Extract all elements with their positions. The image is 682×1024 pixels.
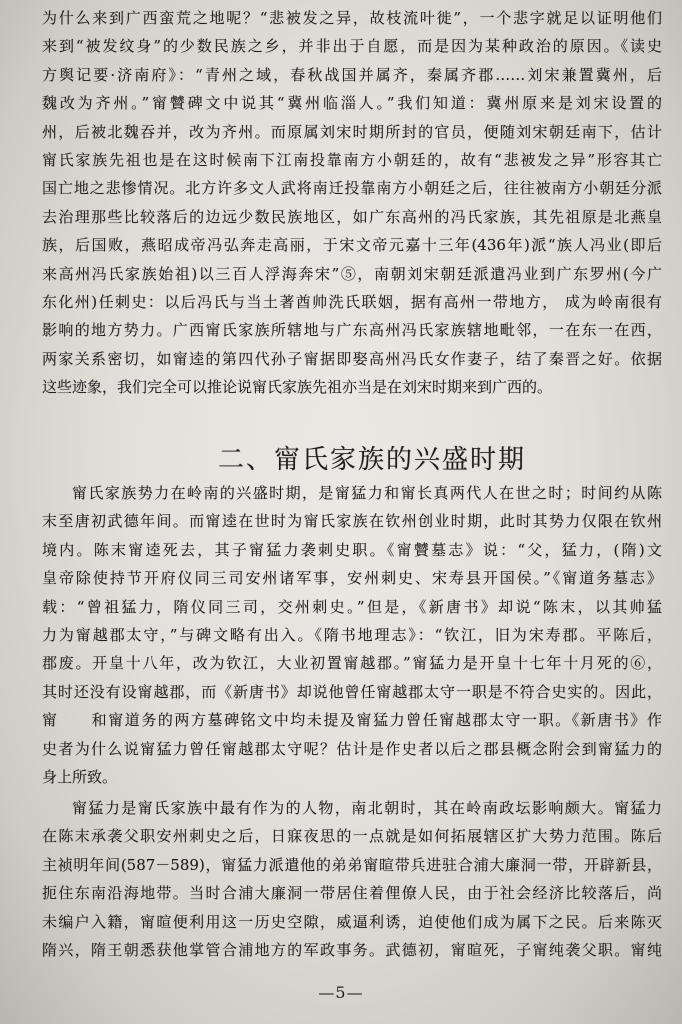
text-line: 境内。陈末甯逵死去，其子甯猛力袭刺史职。《甯贙墓志》说：“父，猛力，(隋)文	[42, 540, 662, 559]
text-line: 其时还没有设甯越郡，而《新唐书》却说他曾任甯越郡太守一职是不符合史实的。因此，	[42, 682, 662, 701]
text-line: 东化州)任刺史：以后冯氏与当土著酋帅洗氏联姻，据有高州一带地方， 成为岭南很有	[42, 292, 662, 311]
text-line: 载：“曾祖猛力，隋仪同三司，交州刺史。”但是，《新唐书》却说“陈末，以其帅猛	[42, 597, 662, 616]
text-line: 力为甯越郡太守，”与碑文略有出入。《隋书地理志》：“钦江，旧为宋寿郡。平陈后，	[42, 625, 662, 644]
text-line: 隋兴，隋王朝悉获他掌管合浦地方的军政事务。武德初，甯暄死，子甯纯袭父职。甯纯	[42, 940, 662, 959]
text-line: 在陈末承袭父职安州刺史之后，日寐夜思的一点就是如何拓展辖区扩大势力范围。陈后	[42, 827, 662, 846]
text-line: 族，后国败，燕昭成帝冯弘奔走高丽，于宋文帝元嘉十三年(436年)派“族人冯业(即后	[42, 236, 662, 255]
text-line: 甯猛力是甯氏家族中最有作为的人物，南北朝时，其在岭南政坛影响颇大。甯猛力	[72, 799, 662, 817]
text-line: 末至唐初武德年间。而甯逵在世时为甯氏家族在钦州创业时期，此时其势力仅限在钦州	[42, 512, 662, 531]
text-line: 州，后被北魏吞并，改为齐州。而原属刘宋时期所封的官员，便随刘宋朝廷南下，估计	[42, 122, 662, 141]
text-line: 甯氏家族先祖也是在这时候南下江南投靠南方小朝廷的，故有“悲被发之异”形容其亡	[42, 150, 662, 169]
text-line: 影响的地方势力。广西甯氏家族所辖地与广东高州冯氏家族辖地毗邻，一在东一在西，	[42, 321, 662, 340]
text-line: 方舆记要·济南府》：“青州之域，春秋战国并属齐，秦属齐郡……刘宋兼置冀州，后	[42, 65, 662, 84]
text-line: 来高州冯氏家族始祖)以三百人浮海奔宋”⑤，南朝刘宋朝廷派遣冯业到广东罗州(今广	[42, 264, 662, 283]
text-line: 未编户入籍，甯暄便利用这一历史空隙，威逼利诱，迫使他们成为属下之民。后来陈灭	[42, 912, 662, 931]
text-line: 身上所致。	[42, 767, 118, 786]
text-line: 主祯明年间(587－589)，甯猛力派遣他的弟弟甯暄带兵进驻合浦大廉洞一带，开辟新县，	[42, 855, 662, 874]
text-line: 史者为什么说甯猛力曾任甯越郡太守呢？估计是作史者以后之郡县概念附会到甯猛力的	[42, 739, 662, 758]
paragraph-ning-mengli	[42, 794, 662, 964]
text-line: 为什么来到广西蛮荒之地呢？“悲被发之异，故枝流叶徙”，一个悲字就足以证明他们	[42, 9, 662, 27]
text-line: 来到“被发纹身”的少数民族之乡，并非出于自愿，而是因为某种政治的原因。《读史	[42, 37, 662, 56]
text-line: 国亡地之悲惨情况。北方许多文人武将南迁投靠南方小朝廷之后，往往被南方小朝廷分派	[42, 179, 662, 198]
paragraph-rise-period	[42, 479, 662, 791]
text-line: 魏改为齐州。”甯贙碑文中说其“冀州临淄人。”我们知道：冀州原来是刘宋设置的	[42, 94, 662, 113]
text-line: 这些迹象，我们完全可以推论说甯氏家族先祖亦当是在刘宋时期来到广西的。	[42, 378, 553, 397]
text-line: 甯 和甯道务的两方墓碑铭文中均未提及甯猛力曾任甯越郡太守一职。《新唐书》作	[42, 711, 662, 730]
page-number: —5—	[318, 983, 364, 1002]
text-line: 郡废。开皇十八年，改为钦江，大业初置甯越郡。”甯猛力是开皇十七年十月死的⑥，	[42, 654, 662, 673]
text-line: 两家关系密切，如甯逵的第四代孙子甯据即娶高州冯氏女作妻子，结了秦晋之好。依据	[42, 349, 662, 368]
text-line: 扼住东南沿海地带。当时合浦大廉洞一带居住着俚僚人民，由于社会经济比较落后，尚	[42, 884, 662, 903]
continued-paragraph	[42, 4, 662, 401]
section-heading: 二、甯氏家族的兴盛时期	[217, 445, 526, 475]
text-line: 甯氏家族势力在岭南的兴盛时期，是甯猛力和甯长真两代人在世之时；时间约从陈	[72, 484, 662, 502]
text-line: 去治理那些比较落后的边远少数民族地区，如广东高州的冯氏家族，其先祖原是北燕皇	[42, 207, 662, 226]
text-line: 皇帝除使持节开府仪同三司安州诸军事，安州刺史、宋寿县开国侯。”《甯道务墓志》	[42, 569, 662, 588]
